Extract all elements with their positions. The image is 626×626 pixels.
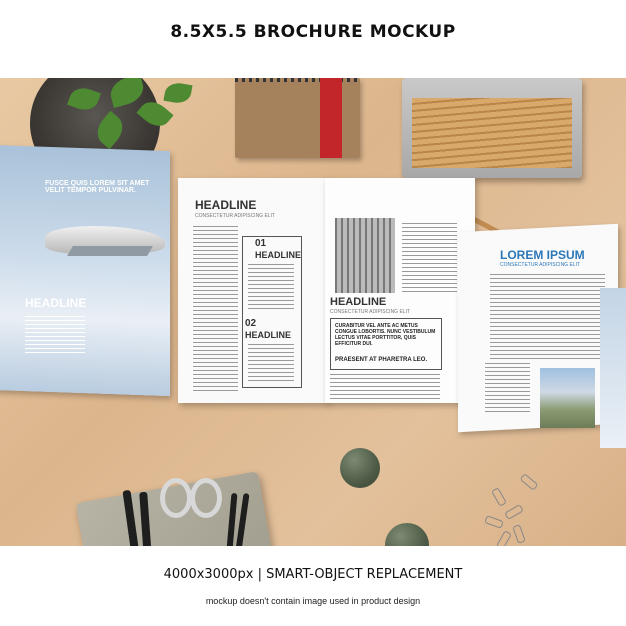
page-subheadline: CONSECTETUR ADIPISCING ELIT (500, 262, 581, 268)
item-text (248, 264, 294, 312)
pencil-tin (402, 78, 582, 178)
item-text (248, 344, 294, 382)
item-number: 02 (245, 318, 257, 329)
paper-clip (496, 530, 512, 546)
brochure-page-edge (600, 288, 626, 448)
decor-ball (340, 448, 380, 488)
page-subheadline: CONSECTETUR ADIPISCING ELIT (330, 309, 411, 315)
quote-emphasis: PRAESENT AT PHARETRA LEO. (335, 357, 428, 363)
cover-tagline: FUSCE QUIS LOREM SIT AMET VELIT TEMPOR PULVINAR. (45, 180, 150, 194)
quote-box (330, 318, 442, 370)
notebook (235, 78, 360, 158)
item-headline: HEADLINE (245, 330, 292, 340)
decor-ball (385, 523, 429, 546)
mockup-scene (0, 78, 626, 546)
item-number: 01 (255, 238, 267, 249)
paper-clip (484, 515, 504, 529)
scissors (190, 478, 222, 518)
notebook-band (320, 78, 342, 158)
cover-body-text (25, 316, 85, 356)
paper-clip (491, 487, 507, 507)
cover-headline: HEADLINE (25, 296, 87, 310)
body-text (193, 226, 238, 391)
page-title: 8.5X5.5 BROCHURE MOCKUP (170, 22, 456, 42)
paper-clip (520, 473, 539, 491)
pencils (412, 98, 572, 168)
page-headline: LOREM IPSUM (500, 248, 585, 262)
body-text (402, 223, 457, 293)
scissors (160, 478, 192, 518)
disclaimer-caption: mockup doesn't contain image used in product design (205, 596, 421, 606)
plant-leaf (163, 81, 192, 105)
quote-text: CURABITUR VEL ANTE AC METUS CONGUE LOBORTIS. NUNC VESTIBULUM LECTUS VITAE PORTTITOR, QUIS EFFICITUR DUI. (335, 323, 436, 347)
page-subheadline: CONSECTETUR ADIPISCING ELIT (195, 213, 276, 219)
paper-clip (504, 504, 524, 520)
building-photo (335, 218, 395, 293)
page-headline: HEADLINE (330, 296, 387, 308)
item-headline: HEADLINE (255, 250, 302, 260)
body-text (490, 274, 605, 359)
body-text (485, 363, 530, 413)
paper-clip (512, 524, 526, 544)
person-photo (540, 368, 595, 428)
airplane-wing (67, 246, 153, 256)
spec-caption: 4000x3000px | SMART-OBJECT REPLACEMENT (163, 567, 463, 582)
body-text (330, 374, 440, 399)
page-headline: HEADLINE (195, 198, 257, 212)
